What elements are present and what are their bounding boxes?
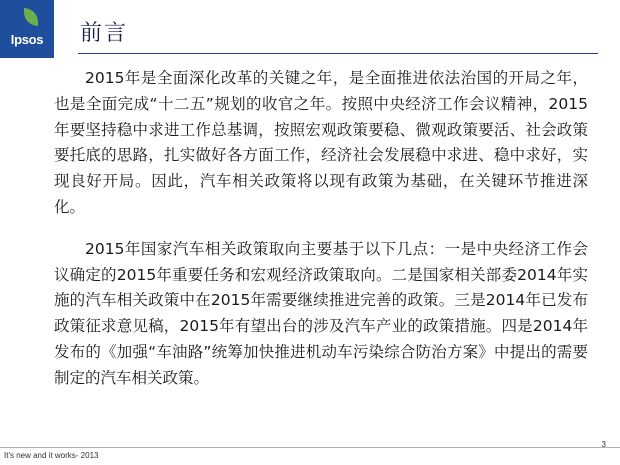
paragraph-2: 2015年国家汽车相关政策取向主要基于以下几点：一是中央经济工作会议确定的2015年重要任务和宏观经济政策取向。二是国家相关部委2014年实施的汽车相关政策中在2015年需要继续推进完善的政策。三是2014年已发布政策征求意见稿，2015年有望出台的涉及汽车产业的政策措施。四是2014年发布的《加强“车油路”统筹加快推进机动车污染综合防治方案》中提出的需要制定的汽车相关政策。 — [54, 239, 588, 387]
footer-divider — [0, 447, 620, 448]
page-number: 3 — [601, 440, 606, 449]
leaf-icon — [24, 8, 38, 26]
ipsos-logo — [0, 0, 54, 58]
title-divider — [78, 53, 598, 54]
footer-tagline: It's new and it works- 2013 — [4, 451, 99, 460]
page-title: 前言 — [80, 21, 129, 46]
body-text — [54, 66, 588, 408]
paragraph-1: 2015年是全面深化改革的关键之年，是全面推进依法治国的开局之年，也是全面完成“十二五”规划的收官之年。按照中央经济工作会议精神，2015年要坚持稳中求进工作总基调，按照宏观政策要稳、微观政策要活、社会政策要托底的思路，扎实做好各方面工作，经济社会发展稳中求进、稳中求好，实现良好开局。因此，汽车相关政策将以现有政策为基础，在关键环节推进深化。 — [54, 69, 588, 216]
logo-text: Ipsos — [10, 32, 44, 47]
